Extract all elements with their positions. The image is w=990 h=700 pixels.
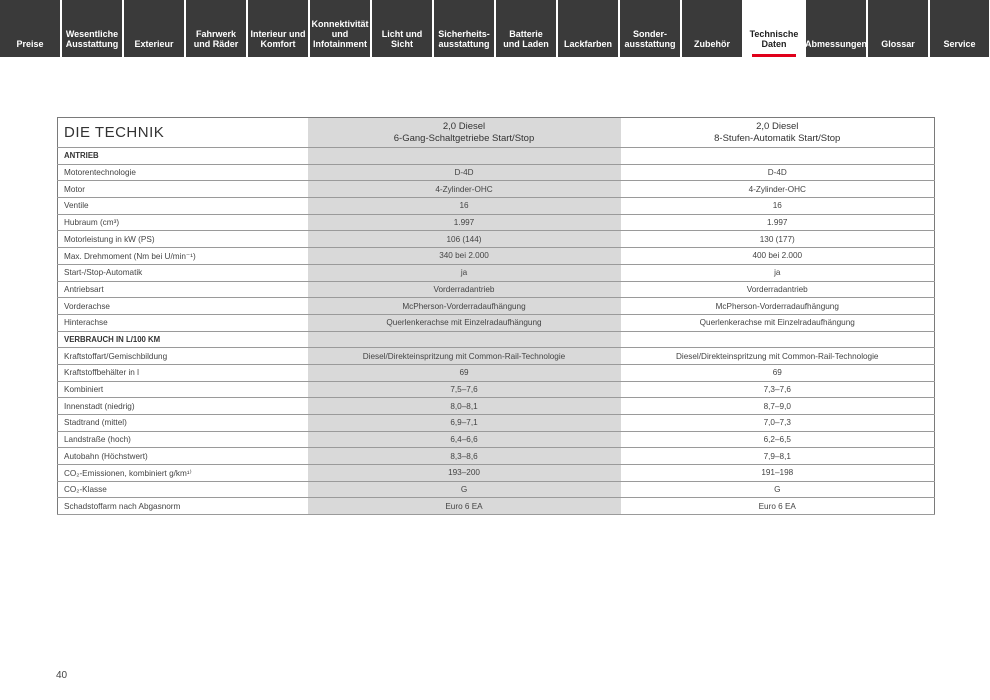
row-value-model-1: 7,5–7,6 xyxy=(308,381,621,398)
table-row xyxy=(58,164,935,181)
row-label: Kraftstoffbehälter in l xyxy=(58,364,308,381)
row-value-model-1: 340 bei 2.000 xyxy=(308,248,621,265)
row-label: Max. Drehmoment (Nm bei U/min⁻¹) xyxy=(58,248,308,265)
row-value-model-1: 193–200 xyxy=(308,465,621,482)
table-title: DIE TECHNIK xyxy=(58,118,308,148)
row-value-model-1: Diesel/Direkteinspritzung mit Common-Rail-Technologie xyxy=(308,348,621,365)
model-2-transmission: 8-Stufen-Automatik Start/Stop xyxy=(714,132,841,144)
row-label: Kombiniert xyxy=(58,381,308,398)
model-2-engine: 2,0 Diesel xyxy=(756,120,799,132)
row-label: Hubraum (cm³) xyxy=(58,214,308,231)
table-row xyxy=(58,481,935,498)
row-value-model-1: D-4D xyxy=(308,164,621,181)
row-value-model-1 xyxy=(308,148,621,165)
nav-tab-licht-und-sicht[interactable]: Licht und Sicht xyxy=(372,0,432,57)
table-row xyxy=(58,298,935,315)
row-label: Landstraße (hoch) xyxy=(58,431,308,448)
table-row xyxy=(58,431,935,448)
row-label: Motor xyxy=(58,181,308,198)
row-value-model-2: Vorderradantrieb xyxy=(621,281,935,298)
row-label: Motorentechnologie xyxy=(58,164,308,181)
table-row xyxy=(58,498,935,515)
row-value-model-2: ja xyxy=(621,264,935,281)
table-row xyxy=(58,415,935,432)
row-label: Antriebsart xyxy=(58,281,308,298)
row-value-model-1: 8,3–8,6 xyxy=(308,448,621,465)
table-row xyxy=(58,465,935,482)
row-label: Hinterachse xyxy=(58,314,308,331)
row-label: Innenstadt (niedrig) xyxy=(58,398,308,415)
row-label: Vorderachse xyxy=(58,298,308,315)
table-row xyxy=(58,448,935,465)
row-label: VERBRAUCH IN L/100 KM xyxy=(58,331,308,348)
nav-tab-glossar[interactable]: Glossar xyxy=(868,0,928,57)
table-row xyxy=(58,248,935,265)
table-body xyxy=(58,148,935,515)
row-label: Kraftstoffart/Gemischbildung xyxy=(58,348,308,365)
row-value-model-2: Euro 6 EA xyxy=(621,498,935,515)
row-value-model-2: D-4D xyxy=(621,164,935,181)
nav-tab-sonder-ausstattung[interactable]: Sonder- ausstattung xyxy=(620,0,680,57)
row-label: Stadtrand (mittel) xyxy=(58,415,308,432)
row-value-model-2: Querlenkerachse mit Einzelradaufhängung xyxy=(621,314,935,331)
nav-tab-service[interactable]: Service xyxy=(930,0,989,57)
row-label: ANTRIEB xyxy=(58,148,308,165)
row-value-model-2: 7,0–7,3 xyxy=(621,415,935,432)
row-value-model-2: G xyxy=(621,481,935,498)
technical-data-table xyxy=(57,117,935,515)
nav-tab-fahrwerk-und-räder[interactable]: Fahrwerk und Räder xyxy=(186,0,246,57)
row-value-model-2: McPherson-Vorderradaufhängung xyxy=(621,298,935,315)
row-value-model-1: G xyxy=(308,481,621,498)
nav-tab-abmessungen[interactable]: Abmessungen xyxy=(806,0,866,57)
table-row xyxy=(58,214,935,231)
nav-tab-zubehör[interactable]: Zubehör xyxy=(682,0,742,57)
nav-tab-preise[interactable]: Preise xyxy=(0,0,60,57)
page-number: 40 xyxy=(56,670,68,681)
nav-tab-konnektivität-und-infotainment[interactable]: Konnektivität und Infotainment xyxy=(310,0,370,57)
row-value-model-2: 7,9–8,1 xyxy=(621,448,935,465)
nav-tab-lackfarben[interactable]: Lackfarben xyxy=(558,0,618,57)
row-value-model-1: McPherson-Vorderradaufhängung xyxy=(308,298,621,315)
nav-tab-interieur-und-komfort[interactable]: Interieur und Komfort xyxy=(248,0,308,57)
table-section-row xyxy=(58,148,935,165)
row-value-model-1: 4-Zylinder-OHC xyxy=(308,181,621,198)
row-value-model-2: 1.997 xyxy=(621,214,935,231)
row-value-model-2: Diesel/Direkteinspritzung mit Common-Rail-Technologie xyxy=(621,348,935,365)
row-value-model-1: 1.997 xyxy=(308,214,621,231)
table-row xyxy=(58,231,935,248)
row-value-model-2: 130 (177) xyxy=(621,231,935,248)
nav-tab-technische-daten[interactable]: Technische Daten xyxy=(744,0,804,57)
nav-tab-wesentliche-ausstattung[interactable]: Wesentliche Ausstattung xyxy=(62,0,122,57)
row-value-model-1: Vorderradantrieb xyxy=(308,281,621,298)
row-value-model-1: 6,4–6,6 xyxy=(308,431,621,448)
table-header-row xyxy=(58,118,935,148)
nav-tab-exterieur[interactable]: Exterieur xyxy=(124,0,184,57)
row-value-model-2: 400 bei 2.000 xyxy=(621,248,935,265)
table-section-row xyxy=(58,331,935,348)
row-value-model-1: 69 xyxy=(308,364,621,381)
table-row xyxy=(58,281,935,298)
table-row xyxy=(58,348,935,365)
model-1-engine: 2,0 Diesel xyxy=(442,120,486,132)
row-label: Start-/Stop-Automatik xyxy=(58,264,308,281)
row-value-model-2: 16 xyxy=(621,198,935,215)
model-1-transmission: 6-Gang-Schaltgetriebe Start/Stop xyxy=(393,132,535,144)
row-value-model-2 xyxy=(621,148,935,165)
row-value-model-2: 69 xyxy=(621,364,935,381)
nav-tab-sicherheits-ausstattung[interactable]: Sicherheits- ausstattung xyxy=(434,0,494,57)
table-row xyxy=(58,398,935,415)
table-row xyxy=(58,314,935,331)
row-label: Autobahn (Höchstwert) xyxy=(58,448,308,465)
row-value-model-1: 106 (144) xyxy=(308,231,621,248)
row-value-model-2: 8,7–9,0 xyxy=(621,398,935,415)
row-value-model-1: 16 xyxy=(308,198,621,215)
row-value-model-1 xyxy=(308,331,621,348)
row-value-model-1: Querlenkerachse mit Einzelradaufhängung xyxy=(308,314,621,331)
top-navigation xyxy=(0,0,990,57)
row-value-model-1: ja xyxy=(308,264,621,281)
model-column-2 xyxy=(621,118,935,148)
row-value-model-2: 4-Zylinder-OHC xyxy=(621,181,935,198)
row-value-model-1: Euro 6 EA xyxy=(308,498,621,515)
nav-tab-batterie-und-laden[interactable]: Batterie und Laden xyxy=(496,0,556,57)
row-value-model-2: 191–198 xyxy=(621,465,935,482)
row-value-model-2 xyxy=(621,331,935,348)
row-value-model-2: 7,3–7,6 xyxy=(621,381,935,398)
row-label: Motorleistung in kW (PS) xyxy=(58,231,308,248)
table-row xyxy=(58,364,935,381)
table-row xyxy=(58,198,935,215)
row-value-model-1: 6,9–7,1 xyxy=(308,415,621,432)
row-label: CO₂-Klasse xyxy=(58,481,308,498)
model-column-1 xyxy=(308,118,621,148)
table-row xyxy=(58,264,935,281)
row-label: Ventile xyxy=(58,198,308,215)
table-row xyxy=(58,381,935,398)
row-label: CO₂-Emissionen, kombiniert g/km¹⁾ xyxy=(58,465,308,482)
row-value-model-1: 8,0–8,1 xyxy=(308,398,621,415)
row-label: Schadstoffarm nach Abgasnorm xyxy=(58,498,308,515)
table-row xyxy=(58,181,935,198)
row-value-model-2: 6,2–6,5 xyxy=(621,431,935,448)
